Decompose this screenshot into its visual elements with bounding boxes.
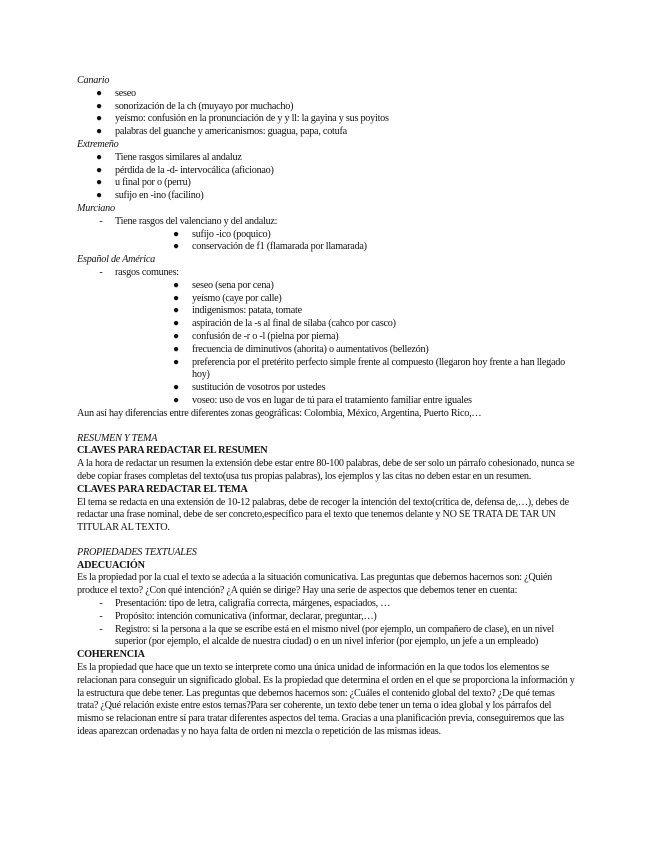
subheading-claves-resumen: CLAVES PARA REDACTAR EL RESUMEN (77, 445, 268, 457)
heading-murciano: Murciano (77, 202, 115, 214)
bullet-marker: ● (173, 330, 179, 342)
spacer (77, 535, 577, 547)
sublist-murciano (173, 228, 577, 255)
list-item: ● yeísmo (caye por calle) (192, 293, 577, 306)
list-canario (96, 87, 577, 139)
bullet-marker: ● (173, 343, 179, 355)
paragraph-claves-tema: El tema se redacta en una extensión de 10-12 palabras, debe de recoger la intención del texto(crítica de, defensa de,…), debes de redactar una frase nominal, debe de ser concreto,específico para el texto que tenemos delante y NO SE TRATA DE TAR UN TITULAR AL TEXTO. (77, 496, 569, 534)
list-item: ● sustitución de vosotros por ustedes (192, 382, 577, 395)
bullet-marker: ● (96, 164, 102, 176)
list-item: ● sonorización de la ch (muyayo por muchacho) (115, 101, 577, 114)
heading-espanol-america: Español de América (77, 254, 155, 266)
dash-marker: - (99, 610, 103, 622)
list-item: - rasgos comunes: (115, 267, 577, 280)
list-item: - Propósito: intención comunicativa (informar, declarar, preguntar,…) (115, 611, 577, 624)
bullet-marker: ● (173, 318, 179, 330)
heading-canario: Canario (77, 75, 110, 86)
list-item: ● pérdida de la -d- intervocálica (aficionao) (115, 165, 577, 178)
list-item: ● u final por o (perru) (115, 177, 577, 190)
section-title-propiedades: PROPIEDADES TEXTUALES (77, 546, 197, 558)
dash-marker: - (99, 215, 103, 227)
bullet-marker: ● (96, 151, 102, 163)
list-item: - Tiene rasgos del valenciano y del andaluz: (115, 216, 577, 229)
bullet-marker: ● (173, 394, 179, 406)
list-item: ● Tiene rasgos similares al andaluz (115, 152, 577, 165)
list-adecuacion (99, 598, 577, 649)
list-extremeno (96, 151, 577, 203)
paragraph-claves-resumen: A la hora de redactar un resumen la extensión debe estar entre 80-100 palabras, debe de ser solo un párrafo cohesionado, nunca se debe copiar frases completas del texto(usa tus propias palabras), los ejemplos y las citas no deben estar en un resumen. (77, 458, 575, 482)
bullet-marker: ● (173, 382, 179, 394)
list-item: ● conservación de f1 (flamarada por llamarada) (192, 241, 577, 254)
bullet-marker: ● (96, 113, 102, 125)
list-item: ● aspiración de la -s al final de sílaba (cahco por casco) (192, 318, 577, 331)
list-murciano (99, 215, 577, 229)
dash-marker: - (99, 266, 103, 278)
heading-extremeno: Extremeño (77, 138, 119, 150)
section-title-resumen: RESUMEN Y TEMA (77, 432, 158, 444)
bullet-marker: ● (96, 87, 102, 99)
list-item: ● voseo: uso de vos en lugar de tú para el tratamiento familiar entre iguales (192, 395, 577, 408)
bullet-marker: ● (96, 190, 102, 202)
bullet-marker: ● (173, 356, 179, 368)
list-item: ● preferencia por el pretérito perfecto simple frente al compuesto (llegaron hoy frente a han llegado hoy) (192, 357, 577, 383)
bullet-marker: ● (173, 228, 179, 240)
bullet-marker: ● (96, 100, 102, 112)
paragraph-adecuacion: Es la propiedad por la cual el texto se adecúa a la situación comunicativa. Las preguntas que debemos hacernos son: ¿Quién produce el texto? ¿Con qué intención? ¿A quién se dirige? Hay una serie de aspectos que debemos tener en cuenta: (77, 572, 553, 597)
list-item: ● sufijo -ico (poquico) (192, 229, 577, 242)
list-espanol-america (99, 266, 577, 280)
paragraph-coherencia: Es la propiedad que hace que un texto se interprete como una única unidad de información en la que todos los elementos se relacionan para conseguir un significado global. Es la propiedad que determina el orden en el que se proporciona la información y la estructura que debe tener. Las preguntas que debemos hacernos son: ¿Cuáles el contenido global del texto? ¿De qué temas trata? ¿Qué relación existe entre estos temas?Para ser coherente, un texto debe tener un tema o idea global y los párrafos del mismo se relacionan entre sí para tratar diferentes aspectos del tema. Gracias a una planificación previa, conseguiremos que las ideas aparezcan ordenadas y no haya falta de orden ni mezcla o repetición de las mismas ideas. (77, 662, 575, 738)
spacer (77, 421, 577, 433)
bullet-marker: ● (173, 305, 179, 317)
subheading-coherencia: COHERENCIA (77, 649, 145, 661)
list-item: ● seseo (115, 88, 577, 101)
list-item: ● seseo (sena por cena) (192, 280, 577, 293)
list-item: - Presentación: tipo de letra, caligrafía correcta, márgenes, espaciados, … (115, 598, 577, 611)
list-item: ● frecuencia de diminutivos (ahorita) o aumentativos (bellezón) (192, 344, 577, 357)
list-item: ● confusión de -r o -l (pielna por pierna) (192, 331, 577, 344)
bullet-marker: ● (173, 241, 179, 253)
list-item: - Registro: si la persona a la que se escribe está en el mismo nivel (por ejemplo, un compañero de clase), en un nivel superior (por ejemplo, el alcalde de nuestra ciudad) o en un nivel inferior (por ejemplo, un jefe a un empleado) (115, 624, 577, 650)
sublist-espanol-america (173, 279, 577, 408)
bullet-marker: ● (96, 177, 102, 189)
list-item: ● indigenismos: patata, tomate (192, 305, 577, 318)
document-content (77, 75, 577, 739)
bullet-marker: ● (96, 126, 102, 138)
dash-marker: - (99, 623, 103, 635)
list-item: ● yeísmo: confusión en la pronunciación de y y ll: la gayina y sus poyitos (115, 113, 577, 126)
dash-marker: - (99, 598, 103, 610)
list-item: ● palabras del guanche y americanismos: guagua, papa, cotufa (115, 126, 577, 139)
list-item: ● sufijo en -ino (facilino) (115, 190, 577, 203)
closing-paragraph: Aun así hay diferencias entre diferentes zonas geográficas: Colombia, México, Argentina, Puerto Rico,… (77, 407, 482, 419)
bullet-marker: ● (173, 292, 179, 304)
subheading-adecuacion: ADECUACIÓN (77, 559, 145, 571)
bullet-marker: ● (173, 279, 179, 291)
subheading-claves-tema: CLAVES PARA REDACTAR EL TEMA (77, 483, 248, 495)
